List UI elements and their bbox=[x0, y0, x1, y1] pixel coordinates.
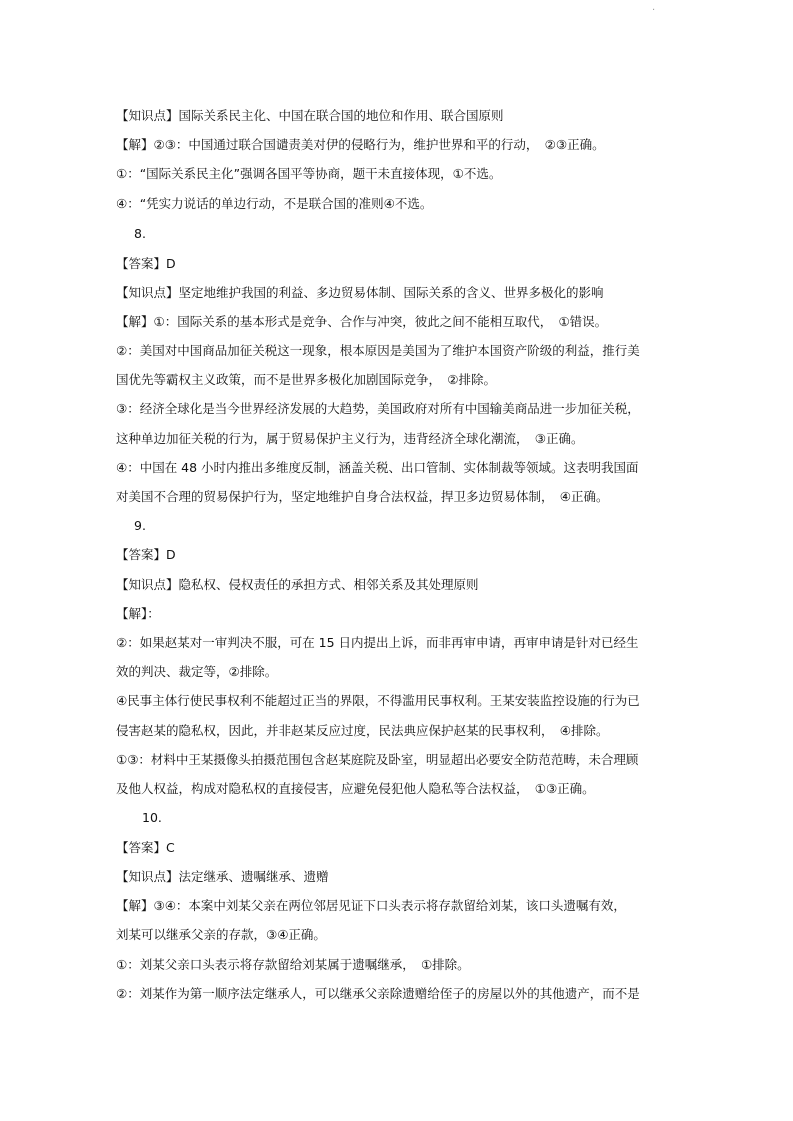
answer-line: 【答案】D bbox=[116, 547, 176, 562]
analysis-line: ③：经济全球化是当今世界经济发展的大趋势，美国政府对所有中国输美商品进一步加征关税， bbox=[116, 401, 640, 416]
analysis-line: ④民事主体行使民事权利不能超过正当的界限，不得滥用民事权利。王某安装监控设施的行为已 bbox=[116, 693, 640, 708]
question-number: 9. bbox=[134, 518, 146, 533]
analysis-line: 侵害赵某的隐私权，因此，并非赵某反应过度，民法典应保护赵某的民事权利， ④排除。 bbox=[116, 723, 609, 738]
analysis-line: 刘某可以继承父亲的存款，③④正确。 bbox=[116, 927, 326, 942]
analysis-line: 效的判决、裁定等，②排除。 bbox=[116, 664, 278, 679]
analysis-line: 【解】③④：本案中刘某父亲在两位邻居见证下口头表示将存款留给刘某，该口头遗嘱有效， bbox=[116, 898, 626, 913]
analysis-line: ①③：材料中王某摄像头拍摄范围包含赵某庭院及卧室，明显超出必要安全防范范畴，未合理顾 bbox=[116, 752, 639, 767]
analysis-heading: 【解】： bbox=[116, 606, 160, 621]
answer-line: 【答案】D bbox=[116, 256, 176, 271]
analysis-line: 这种单边加征关税的行为，属于贸易保护主义行为，违背经济全球化潮流， ③正确。 bbox=[116, 431, 584, 446]
analysis-line: ④：“凭实力说话的单边行动，不是联合国的准则④不选。 bbox=[116, 196, 433, 211]
analysis-line: 及他人权益，构成对隐私权的直接侵害，应避免侵犯他人隐私等合法权益， ①③正确。 bbox=[116, 781, 595, 796]
question-number: 8. bbox=[134, 226, 146, 241]
analysis-line: 国优先等霸权主义政策，而不是世界多极化加剧国际竞争， ②排除。 bbox=[116, 372, 496, 387]
analysis-line: 【解】①：国际关系的基本形式是竞争、合作与冲突，彼此之间不能相互取代， ①错误。 bbox=[116, 314, 608, 329]
analysis-line: ②：刘某作为第一顺序法定继承人，可以继承父亲除遗赠给侄子的房屋以外的其他遗产，而不是 bbox=[116, 986, 640, 1001]
analysis-line: 对美国不合理的贸易保护行为，坚定地维护自身合法权益，捍卫多边贸易体制， ④正确。 bbox=[116, 489, 609, 504]
knowledge-point-line: 【知识点】法定继承、遗嘱继承、遗赠 bbox=[116, 869, 329, 884]
analysis-line: ①：“国际关系民主化”强调各国平等协商，题干未直接体现，①不选。 bbox=[116, 166, 502, 181]
answer-line: 【答案】C bbox=[116, 840, 175, 855]
analysis-line: ②：美国对中国商品加征关税这一现象，根本原因是美国为了维护本国资产阶级的利益，推行美 bbox=[116, 343, 640, 358]
analysis-line: ①：刘某父亲口头表示将存款留给刘某属于遗嘱继承， ①排除。 bbox=[116, 957, 470, 972]
knowledge-point-line: 【知识点】坚定地维护我国的利益、多边贸易体制、国际关系的含义、世界多极化的影响 bbox=[116, 285, 604, 300]
analysis-line: ④：中国在 48 小时内推出多维度反制，涵盖关税、出口管制、实体制裁等领域。这表明我国面 bbox=[116, 460, 639, 475]
knowledge-point-line: 【知识点】隐私权、侵权责任的承担方式、相邻关系及其处理原则 bbox=[116, 577, 479, 592]
analysis-line: 【解】②③：中国通过联合国谴责美对伊的侵略行为，维护世界和平的行动， ②③正确。 bbox=[116, 137, 605, 152]
knowledge-point-line: 【知识点】国际关系民主化、中国在联合国的地位和作用、联合国原则 bbox=[116, 108, 504, 123]
analysis-line: ②：如果赵某对一审判决不服，可在 15 日内提出上诉，而非再审申请，再审申请是针对已经生 bbox=[116, 635, 639, 650]
page-mark: . bbox=[652, 2, 656, 13]
question-number: 10. bbox=[142, 810, 162, 825]
